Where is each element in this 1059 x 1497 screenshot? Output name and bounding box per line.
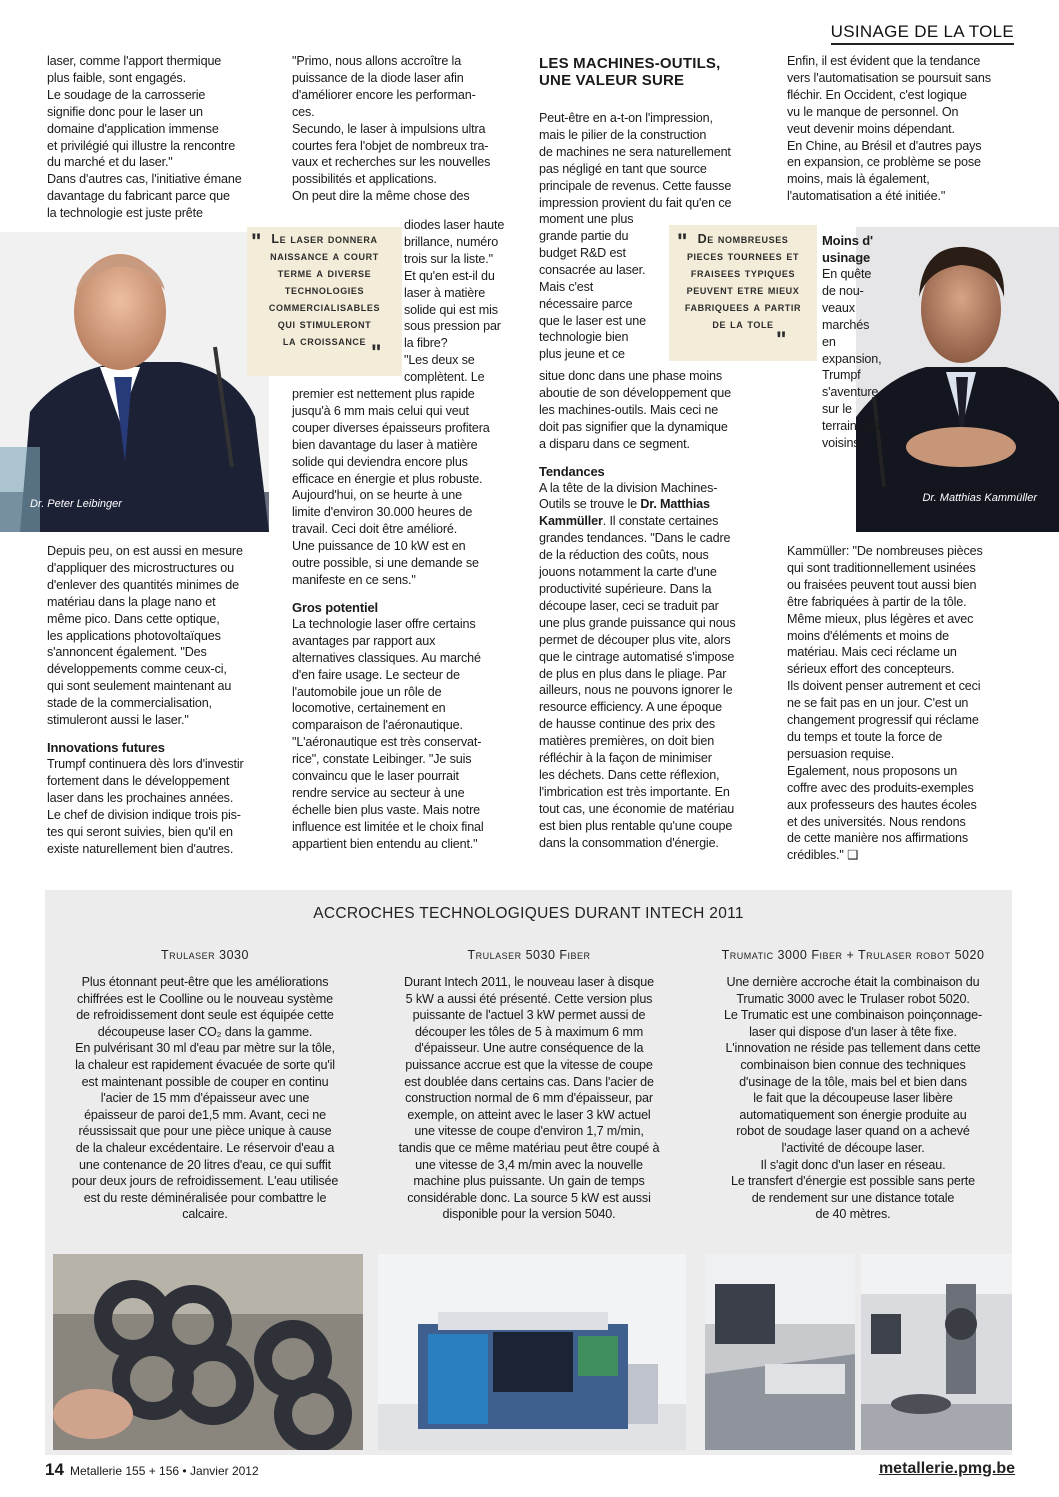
text-line: Peut-être en a-t-on l'impression,: [539, 111, 713, 125]
text-line: existe naturellement bien d'autres.: [47, 841, 234, 856]
text-line: les machines-outils. Mais ceci ne: [539, 402, 719, 417]
portrait-kammuller: [856, 227, 1059, 532]
text-line: diodes laser haute: [404, 218, 505, 232]
text-line: trois sur la liste.": [404, 251, 493, 266]
col2-top: [292, 53, 517, 205]
text-line: solide qui est mis: [404, 302, 498, 317]
quote-open: ": [251, 229, 263, 254]
text-line: l'automobile joue un rôle de: [292, 684, 442, 699]
text-line: combinaison bien connue des techniques: [740, 1057, 966, 1072]
text-line: On peut dire la même chose des: [292, 189, 470, 204]
text-line: situe donc dans une phase moins: [539, 369, 722, 383]
text-line: être fabriquées à partir de la tôle.: [787, 594, 967, 609]
text-line: échelle bien plus vaste. Mais notre: [292, 802, 480, 817]
pull-quote-1: [247, 227, 402, 376]
text-line: efficace en énergie et plus robuste.: [292, 471, 483, 486]
intech-box: [45, 890, 1012, 1455]
photo-coolline-parts: [53, 1254, 363, 1450]
text-line: la croissance: [282, 334, 367, 348]
photo-kammuller: [856, 227, 1059, 532]
text-line: Mais c'est: [539, 279, 594, 294]
text-line: d'usinage de la tôle, mais bel et bien dans: [739, 1074, 967, 1089]
text-line: mais le pilier de la construction: [539, 127, 707, 142]
text-line: matériau dans la plage nano et: [47, 594, 216, 609]
text-line: UNE VALEUR SURE: [539, 72, 685, 89]
quote-text: [669, 231, 817, 333]
text-line: s'annoncent également. "Des: [47, 645, 207, 660]
tendances-line1: A la tête de la division Machines-: [539, 480, 718, 495]
text-line: Une puissance de 10 kW est en: [292, 539, 466, 554]
text-line: jusqu'à 6 mm mais celui qui veut: [292, 403, 469, 418]
text-line: vu le manque de personnel. On: [787, 104, 959, 119]
text-line: locomotive, certainement en: [292, 701, 446, 716]
text-line: de plus en plus dans le pliage. Par: [539, 666, 727, 681]
box-col1-title: Trulaser 3030: [161, 948, 249, 962]
text-line: sérieux effort des concepteurs.: [787, 662, 955, 677]
text-line: convaincu que le laser pourrait: [292, 769, 459, 784]
section-title: USINAGE DE LA TOLE: [831, 22, 1014, 45]
text-line: veut devenir moins dépendant.: [787, 121, 955, 136]
text-line: En quête: [822, 267, 872, 281]
site-link[interactable]: metallerie.pmg.be: [878, 1460, 1015, 1477]
tendances-line3: Kammüller. Il constate certaines: [539, 514, 719, 529]
col1-bottom: [47, 543, 272, 857]
text-line: Une dernière accroche était la combinaison du: [726, 975, 980, 989]
box-col3-text: [697, 974, 1009, 1223]
text-line: que le cintrage automatisé s'impose: [539, 649, 735, 664]
text-line: sous pression par: [404, 319, 501, 334]
photo-caption: Dr. Matthias Kammüller: [922, 492, 1037, 504]
portrait-leibinger: [0, 229, 269, 532]
text-line: manifeste en ce sens.": [292, 572, 416, 587]
col4-bottom: [787, 543, 1017, 864]
text-line: l'automatisation a été initiée.": [787, 189, 946, 204]
text-line: les déchets. Dans cette réflexion,: [539, 767, 720, 782]
text-line: la chaleur est rapidement évacuée de sorte qu'il: [75, 1057, 335, 1072]
text-line: développements comme ceux-ci,: [47, 662, 227, 677]
text-line: grandes tendances. "Dans le cadre: [539, 531, 731, 546]
text-line: comparaison de l'aéronautique.: [292, 718, 463, 733]
text-line: chiffrées est le Coolline ou le nouveau système: [77, 991, 333, 1006]
text-line: Plus étonnant peut-être que les améliorations: [81, 975, 329, 989]
text-line: limite d'environ 30.000 heures de: [292, 505, 473, 520]
text-line: "Primo, nous allons accroître la: [292, 54, 462, 68]
box-col1-text: [50, 974, 360, 1223]
text-line: terme a diverse: [277, 266, 372, 280]
text-line: d'en faire usage. Le secteur de: [292, 667, 460, 682]
text-line: aux professeurs des hautes écoles: [787, 797, 977, 812]
text-line: Durant Intech 2011, le nouveau laser à disque: [404, 975, 654, 989]
col3-bottom: [539, 368, 764, 851]
text-line: doit pas signifier que la dynamique: [539, 419, 728, 434]
text-line: ou fraisées peuvent tout aussi bien: [787, 577, 977, 592]
text-line: de la chaleur excédentaire. Le réservoir d'eau a: [75, 1140, 335, 1155]
text-line: ces.: [292, 104, 315, 119]
text-line: Trumpf: [822, 368, 861, 383]
text-line: automatiquement son énergie produite au: [739, 1107, 967, 1122]
text-line: est bien plus rentable qu'une coupe: [539, 818, 733, 833]
text-line: avantages par rapport aux: [292, 633, 436, 648]
text-line: construction normal de 6 mm d'épaisseur, par: [405, 1091, 653, 1106]
text-line: d'appliquer des microstructures ou: [47, 560, 235, 575]
text-line: Aujourd'hui, on se heurte à une: [292, 488, 462, 503]
text-line: impression provient du fait qu'en ce: [539, 195, 732, 210]
text-line: et privilégié qui illustre la rencontre: [47, 138, 236, 153]
quote-close: ": [370, 340, 382, 365]
text-line: crédibles." ❑: [787, 848, 859, 863]
punch-laser-image: [705, 1254, 855, 1450]
text-line: de la tole: [712, 317, 774, 331]
text-line: Ils doivent penser autrement et ceci: [787, 679, 981, 694]
issue-info: Metallerie 155 + 156 • Janvier 2012: [70, 1464, 259, 1478]
text-line: expansion,: [822, 351, 882, 366]
text-line: le fait que la découpeuse laser libère: [753, 1091, 953, 1106]
text-line: tout cas, une économie de matériau: [539, 801, 735, 816]
text-line: Secundo, le laser à impulsions ultra: [292, 121, 486, 136]
box-title: ACCROCHES TECHNOLOGIQUES DURANT INTECH 2011: [313, 905, 744, 922]
text-line: bien davantage du laser à matière: [292, 437, 478, 452]
text-line: découpe laser, ceci se traduit par: [539, 598, 719, 613]
laser-machine-image: [378, 1254, 686, 1450]
text-line: tandis que ce même matériau peut être coupé à: [398, 1140, 660, 1155]
text-line: brillance, numéro: [404, 234, 499, 249]
text-line: moins, mais là également,: [787, 172, 930, 187]
heading-gros-potentiel: Gros potentiel: [292, 599, 379, 615]
text-line: Le soudage de la carrosserie: [47, 87, 206, 102]
text-line: ne se fait pas en un jour. C'est un: [787, 696, 969, 711]
text-line: veaux: [822, 300, 855, 315]
text-line: d'épaisseur. Une autre conséquence de la: [414, 1041, 644, 1056]
photo-trumatic-3000: [705, 1254, 855, 1450]
text-line: terrain des: [822, 419, 880, 434]
text-line: marchés en: [822, 317, 870, 349]
col2-wrap: [404, 217, 519, 386]
text-line: puissante de l'actuel 3 kW permet aussi de: [412, 1008, 646, 1023]
photo-leibinger: [0, 229, 269, 532]
text-line: laser à matière: [404, 285, 486, 300]
box-col2-title: Trulaser 5030 Fiber: [467, 948, 591, 962]
text-line: outre possible, si une demande se: [292, 556, 479, 571]
text-line: l'acier de 15 mm d'épaisseur avec une: [100, 1091, 310, 1106]
text-line: De nombreuses: [697, 232, 789, 246]
text-line: productivité supérieure. Dans la: [539, 581, 712, 596]
text-line: sur le: [822, 402, 852, 417]
text-line: la fibre?: [404, 336, 448, 351]
text-line: travail. Ceci doit être amélioré.: [292, 522, 458, 537]
col3-top: [539, 110, 764, 228]
text-line: courtes fera l'objet de nombreux tra-: [292, 138, 489, 153]
text-line: Dans d'autres cas, l'initiative émane: [47, 172, 242, 187]
text-line: machine plus puissante. Un gain de temps: [413, 1174, 645, 1189]
text-line: moins d'éléments et moins de: [787, 628, 950, 643]
text-line: vers l'automatisation se poursuit sans: [787, 70, 991, 85]
text-line: Même mieux, plus légères et avec: [787, 611, 974, 626]
quote-close: ": [775, 327, 787, 352]
text-line: la technologie est juste prête: [47, 206, 203, 221]
text-line: robot de soudage laser quand on a achevé: [736, 1124, 970, 1139]
text-line: naissance a court: [270, 249, 379, 263]
text-line: l'activité de découpe laser.: [781, 1140, 925, 1155]
text-line: vaux et recherches sur les nouvelles: [292, 155, 491, 170]
text-line: En Chine, au Brésil et d'autres pays: [787, 138, 982, 153]
quote-open: ": [677, 229, 689, 254]
text-line: de la réduction des coûts, nous: [539, 548, 709, 563]
pull-quote-2: [669, 225, 817, 361]
text-line: 5 kW a aussi été présenté. Cette version plus: [405, 991, 653, 1006]
text-line: couper diverses épaisseurs profitera: [292, 420, 490, 435]
text-line: moment une plus: [539, 212, 634, 227]
text-line: d'améliorer encore les performan-: [292, 87, 476, 102]
text-line: possibilités et applications.: [292, 172, 437, 187]
text-line: du marché et du laser.": [47, 155, 173, 170]
text-line: En pulvérisant 30 ml d'eau par mètre sur la tôle,: [75, 1041, 335, 1056]
box-col2-text: [373, 974, 685, 1223]
col2-bottom: [292, 386, 517, 853]
heading-innovations: Innovations futures: [47, 739, 165, 755]
text-line: découpeuse laser CO₂ dans la gamme.: [97, 1024, 313, 1039]
text-line: Trumatic 3000 avec le Trulaser robot 5020.: [736, 991, 970, 1006]
text-line: en expansion, ce problème se pose: [787, 155, 981, 170]
text-line: de cette manière nos affirmations: [787, 831, 969, 846]
photo-trulaser-5030: [378, 1254, 686, 1450]
text-line: réfléchir à la façon de minimiser: [539, 751, 712, 766]
photo-caption: Dr. Peter Leibinger: [30, 498, 122, 510]
text-line: une vitesse de 3,4 m/min avec la nouvelle: [415, 1157, 643, 1172]
text-line: "Les deux se: [404, 353, 475, 368]
text-line: pour deux jours de refroidissement. L'eau utilisée: [71, 1174, 339, 1189]
text-line: Le chef de division indique trois pis-: [47, 807, 241, 822]
text-line: Kammüller: "De nombreuses pièces: [787, 544, 983, 558]
col3-heading: [539, 55, 759, 89]
text-line: puissance accrue est que la vitesse de coupe: [405, 1057, 653, 1072]
text-line: de nou-: [822, 283, 864, 298]
text-line: influence est limitée et le choix final: [292, 819, 484, 834]
text-line: aboutie de son développement que: [539, 385, 731, 400]
text-line: est maintenant possible de couper en continu: [81, 1074, 329, 1089]
text-line: laser dans les prochaines années.: [47, 790, 234, 805]
text-line: épaisseur de paroi de1,5 mm. Avant, ceci ne: [84, 1107, 326, 1122]
text-line: que le laser est une: [539, 313, 646, 328]
text-line: disponible pour la version 5040.: [442, 1207, 616, 1222]
text-line: exemple, on atteint avec le laser 3 kW actuel: [407, 1107, 651, 1122]
text-line: dans la consommation d'énergie.: [539, 835, 719, 850]
text-line: a disparu dans ce segment.: [539, 436, 690, 451]
text-line: de rendement sur une distance totale: [751, 1190, 955, 1205]
text-line: appartient bien entendu au client.": [292, 836, 478, 851]
tendances-line2: Outils se trouve le Dr. Matthias: [539, 497, 710, 512]
footer: [45, 1460, 1015, 1484]
text-line: premier est nettement plus rapide: [292, 387, 475, 401]
text-line: de 40 mètres.: [815, 1207, 891, 1222]
text-line: s'aventure: [822, 385, 879, 400]
text-line: signifie donc pour le laser un: [47, 104, 203, 119]
text-line: réussissait que pour une pièce unique à cause: [78, 1124, 332, 1139]
text-line: calcaire.: [182, 1207, 228, 1222]
text-line: grande partie du: [539, 229, 629, 243]
text-line: ailleurs, nous ne pouvons ignorer le: [539, 683, 733, 698]
text-line: de refroidissement dont seule est équipée cette: [76, 1008, 334, 1023]
box-col3-title: Trumatic 3000 Fiber + Trulaser robot 5020: [721, 948, 985, 962]
text-line: plus faible, sont engagés.: [47, 70, 186, 85]
text-line: laser qui dispose d'un laser à tête fixe.: [749, 1024, 957, 1039]
text-line: voisins.: [822, 436, 863, 451]
text-line: rendre service au secteur à une: [292, 785, 465, 800]
text-line: d'enlever des quantités minimes de: [47, 577, 239, 592]
text-line: fortement dans le développement: [47, 773, 230, 788]
text-line: même pico. Dans cette optique,: [47, 611, 220, 626]
text-line: de hausse continue des prix des: [539, 717, 715, 732]
text-line: L'innovation ne réside pas tellement dans cette: [725, 1041, 981, 1056]
text-line: considérable donc. La source 5 kW est aussi: [407, 1190, 651, 1205]
text-line: puissance de la diode laser afin: [292, 70, 464, 85]
text-line: usinage: [822, 250, 871, 265]
col1-top: [47, 53, 272, 222]
text-line: stade de la commercialisation,: [47, 696, 212, 711]
text-line: Le Trumatic est une combinaison poinçonnage-: [723, 1008, 983, 1023]
text-line: découper les tôles de 5 à maximum 6 mm: [414, 1024, 644, 1039]
text-line: nécessaire parce: [539, 296, 633, 311]
metal-rings-image: [53, 1254, 363, 1450]
text-line: Le transfert d'énergie est possible sans perte: [730, 1174, 976, 1189]
text-line: du temps et toute la force de: [787, 729, 943, 744]
text-line: commercialisables: [268, 300, 381, 314]
col4-head: [822, 232, 902, 266]
text-line: persuasion requise.: [787, 746, 895, 761]
col3-wrap: [539, 228, 669, 363]
text-line: Enfin, il est évident que la tendance: [787, 54, 981, 68]
text-line: La technologie laser offre certains: [292, 616, 476, 631]
text-line: est doublée dans certains cas. Dans l'acier de: [404, 1074, 654, 1089]
text-line: fabriquees a partir: [684, 300, 802, 314]
text-line: pas négligé en tant que source: [539, 161, 707, 176]
text-line: de machines ne sera naturellement: [539, 144, 731, 159]
text-line: et des universités. Nous rendons: [787, 814, 966, 829]
text-line: une vitesse de coupe d'environ 1,7 m/min,: [414, 1124, 644, 1139]
text-line: technologies: [284, 283, 365, 297]
text-line: alternatives classiques. Au marché: [292, 650, 481, 665]
text-line: Il s'agit donc d'un laser en réseau.: [760, 1157, 946, 1172]
text-line: qui sont traditionnellement usinées: [787, 560, 976, 575]
quote-text: [247, 231, 402, 350]
text-line: "L'aéronautique est très conservat-: [292, 735, 482, 750]
text-line: resource efficiency. A une époque: [539, 700, 722, 715]
text-line: coffre avec des produits-exemples: [787, 780, 974, 795]
text-line: budget R&D est: [539, 245, 626, 260]
text-line: plus jeune et ce: [539, 347, 625, 362]
text-line: consacrée au laser.: [539, 262, 646, 277]
text-line: qui sont seulement maintenant au: [47, 679, 232, 694]
text-line: permet de découper plus vite, alors: [539, 632, 731, 647]
text-line: les applications photovoltaïques: [47, 628, 221, 643]
text-line: jouons notamment la carte d'une: [539, 565, 717, 580]
text-line: stimuleront aussi le laser.": [47, 713, 189, 728]
text-line: Et qu'en est-il du: [404, 268, 495, 283]
text-line: tes qui seront suivies, bien qu'il en: [47, 824, 233, 839]
text-line: complètent. Le: [404, 370, 485, 385]
text-line: une plus grande puissance qui nous: [539, 615, 736, 630]
robot-image: [861, 1254, 1012, 1450]
text-line: Le laser donnera: [271, 232, 378, 246]
text-line: laser, comme l'apport thermique: [47, 54, 222, 68]
text-line: technologie bien: [539, 330, 629, 345]
text-line: pieces tournees et: [686, 249, 800, 263]
photo-trulaser-robot-5020: [861, 1254, 1012, 1450]
text-line: fraisees typiques: [690, 266, 796, 280]
text-line: une contenance de 20 litres d'eau, ce qui suffit: [79, 1157, 331, 1172]
text-line: Trumpf continuera dès lors d'investir: [47, 756, 244, 771]
page-number: 14: [45, 1460, 64, 1479]
text-line: rice", constate Leibinger. "Je suis: [292, 752, 472, 767]
text-line: solide qui deviendra encore plus: [292, 454, 468, 469]
text-line: peuvent etre mieux: [686, 283, 800, 297]
text-line: Egalement, nous proposons un: [787, 763, 958, 778]
text-line: domaine d'application immense: [47, 121, 219, 136]
text-line: qui stimuleront: [277, 317, 372, 331]
text-line: principale de revenus. Cette fausse: [539, 178, 732, 193]
heading-tendances: Tendances: [539, 463, 605, 479]
text-line: Moins d': [822, 233, 873, 248]
col4-wrap: [822, 266, 882, 452]
text-line: matériau. Mais ceci réclame un: [787, 645, 957, 660]
text-line: LES MACHINES-OUTILS,: [539, 55, 721, 72]
text-line: l'imbrication est très importante. En: [539, 784, 730, 799]
text-line: Depuis peu, on est aussi en mesure: [47, 544, 243, 558]
text-line: changement progressif qui réclame: [787, 713, 979, 728]
col4-top: [787, 53, 1017, 205]
text-line: est du reste déminéralisée pour combattre le: [83, 1190, 327, 1205]
text-line: fléchir. En Occident, c'est logique: [787, 87, 967, 102]
text-line: matières premières, on doit bien: [539, 734, 715, 749]
text-line: davantage du fabricant parce que: [47, 189, 230, 204]
